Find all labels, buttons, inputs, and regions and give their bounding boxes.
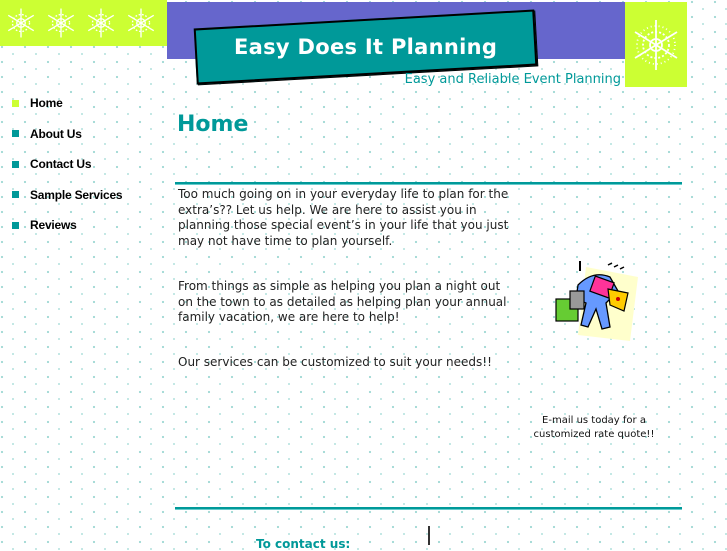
header-snowflake-panel (625, 2, 687, 87)
sidebar-item-label: Home (30, 96, 63, 111)
vertical-separator (428, 526, 430, 545)
shopping-person-clipart (548, 255, 648, 345)
services-paragraph: From things as simple as helping you plan a night out on the town to as detailed as helping plan your annual family vacation, we are here to help! (178, 279, 507, 324)
divider (175, 507, 682, 509)
square-bullet-icon (12, 161, 19, 168)
customize-paragraph: Our services can be customized to suit your needs!! (178, 355, 492, 369)
sidebar-item-label: Contact Us (30, 157, 92, 172)
header-lime-strip (0, 0, 167, 46)
page-title: Home (177, 112, 249, 137)
snowflake-icon (44, 6, 78, 40)
sidebar-item-sample-services[interactable] (12, 180, 122, 211)
contact-heading: To contact us: (256, 537, 351, 551)
sidebar-nav (12, 88, 122, 241)
snowflake-icon (84, 6, 118, 40)
sidebar-item-label: Reviews (30, 218, 77, 233)
square-bullet-icon (12, 100, 19, 107)
email-note-line: E-mail us today for a (542, 415, 646, 426)
email-quote-note (520, 414, 668, 442)
sidebar-item-reviews[interactable] (12, 210, 122, 241)
site-title: Easy Does It Planning (233, 35, 498, 60)
sidebar-item-home[interactable] (12, 88, 122, 119)
site-tagline: Easy and Reliable Event Planning (404, 72, 621, 87)
square-bullet-icon (12, 191, 19, 198)
square-bullet-icon (12, 130, 19, 137)
sidebar-item-label: Sample Services (30, 187, 123, 202)
snowflake-icon (631, 16, 681, 74)
sidebar-item-contact-us[interactable] (12, 149, 122, 180)
email-note-line: customized rate quote!! (533, 429, 655, 440)
intro-paragraph: Too much going on in your everyday life to plan for the extra’s?? Let us help. We are here to assist you in planning those special event’s in your life that you just may not have time to plan yourself. (178, 187, 509, 248)
square-bullet-icon (12, 222, 19, 229)
divider (175, 182, 682, 184)
sidebar-item-about-us[interactable] (12, 119, 122, 150)
snowflake-icon (124, 6, 158, 40)
sidebar-item-label: About Us (30, 126, 82, 141)
snowflake-icon (4, 6, 38, 40)
